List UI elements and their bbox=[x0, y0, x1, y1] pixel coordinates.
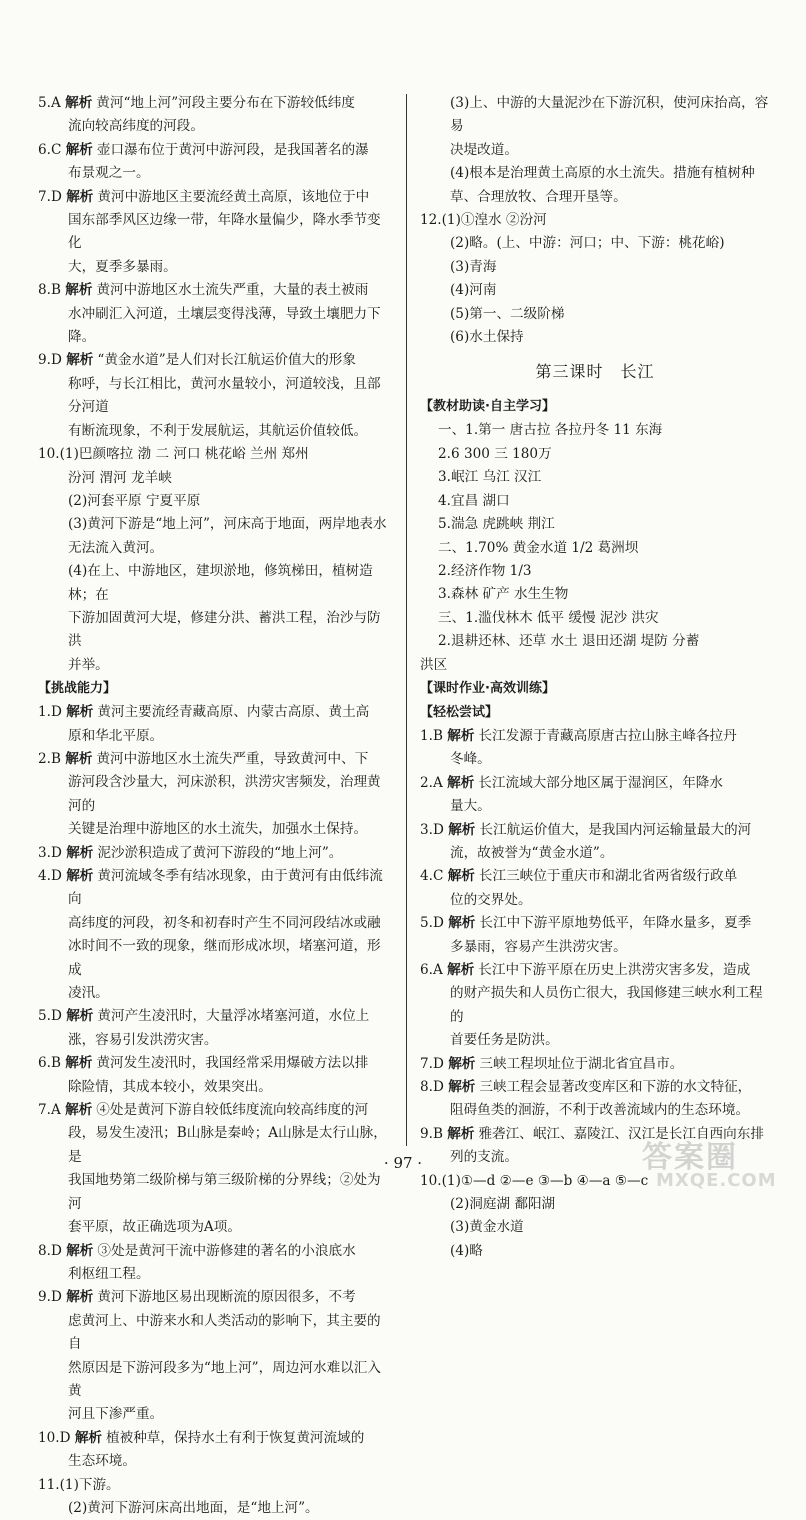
challenge-7-first: 7.A 解析 ④处是黄河下游自较低纬度流向较高纬度的河 bbox=[38, 1102, 369, 1119]
analysis-keyword: 解析 bbox=[65, 282, 93, 299]
easy-7 bbox=[420, 1053, 770, 1076]
text-line: 位的交界处。 bbox=[450, 891, 532, 908]
analysis-keyword: 解析 bbox=[65, 95, 93, 111]
easy-3-first: 3.D 解析 长江航运价值大，是我国内河运输量最大的河 bbox=[420, 821, 752, 838]
challenge-5 bbox=[38, 1005, 392, 1052]
text-line: 除险情，其成本较小，效果突出。 bbox=[68, 1078, 272, 1095]
text-line: 原和华北平原。 bbox=[68, 727, 164, 744]
text-line: 二、1.70% 黄金水道 1/2 葛洲坝 bbox=[438, 539, 639, 556]
analysis-keyword: 解析 bbox=[448, 821, 476, 838]
text-line: 的财产损失和人员伤亡很大，我国修建三峡水利工程的 bbox=[450, 985, 763, 1025]
challenge-1 bbox=[38, 701, 392, 748]
challenge-11 bbox=[38, 1474, 392, 1520]
challenge-3-first: 3.D 解析 泥沙淤积造成了黄河下游段的“地上河”。 bbox=[38, 844, 343, 861]
analysis-keyword: 解析 bbox=[66, 188, 94, 205]
challenge-3 bbox=[38, 842, 392, 865]
text-line: 4.宜昌 湖口 bbox=[438, 492, 510, 509]
challenge-8-first: 8.D 解析 ③处是黄河干流中游修建的著名的小浪底水 bbox=[38, 1242, 356, 1259]
answer-9-first: 9.D 解析 “黄金水道”是人们对长江航运价值大的形象 bbox=[38, 352, 356, 369]
text-line: 多暴雨，容易产生洪涝灾害。 bbox=[450, 938, 627, 955]
challenge-10 bbox=[38, 1427, 392, 1474]
text-line: 汾河 渭河 龙羊峡 bbox=[68, 469, 172, 486]
text-line: 涨，容易引发洪涝灾害。 bbox=[68, 1031, 218, 1048]
easy-5-first: 5.D 解析 长江中下游平原地势低平，年降水量多，夏季 bbox=[420, 915, 752, 932]
easy-3 bbox=[420, 819, 770, 866]
challenge-5-first: 5.D 解析 黄河产生凌汛时，大量浮冰堵塞河道，水位上 bbox=[38, 1008, 370, 1025]
challenge-12 bbox=[420, 209, 770, 349]
easy-2-first: 2.A 解析 长江流域大部分地区属于湿润区，年降水 bbox=[420, 774, 723, 791]
analysis-keyword: 解析 bbox=[66, 1289, 94, 1306]
easy-7-first: 7.D 解析 三峡工程坝址位于湖北省宜昌市。 bbox=[420, 1055, 684, 1072]
easy-9-first: 9.B 解析 雅砻江、岷江、嘉陵江、汉江是长江自西向东排 bbox=[420, 1125, 764, 1142]
easy-section-header: 【轻松尝试】 bbox=[420, 704, 499, 720]
challenge-section-header: 【挑战能力】 bbox=[38, 681, 117, 697]
text-line: 大，夏季多暴雨。 bbox=[68, 258, 177, 275]
challenge-9 bbox=[38, 1286, 392, 1426]
analysis-keyword: 解析 bbox=[447, 727, 475, 744]
analysis-keyword: 解析 bbox=[65, 141, 93, 158]
answer-5-first: 5.A 解析 黄河“地上河”河段主要分布在下游较低纬度 bbox=[38, 95, 355, 111]
homework-section-header: 【课时作业·高效训练】 bbox=[420, 680, 555, 696]
text-line: 2.经济作物 1/3 bbox=[438, 562, 532, 579]
text-line: 决堤改道。 bbox=[450, 141, 518, 158]
analysis-keyword: 解析 bbox=[66, 352, 94, 369]
text-line: 关键是治理中游地区的水土流失，加强水土保持。 bbox=[68, 821, 368, 838]
text-line: 量大。 bbox=[450, 798, 491, 815]
easy-5 bbox=[420, 912, 770, 959]
page-number: · 97 · bbox=[383, 1154, 423, 1172]
text-line: 国东部季风区边缘一带，年降水量偏少，降水季节变化 bbox=[68, 212, 381, 252]
challenge-11-continued bbox=[420, 92, 770, 209]
left-column bbox=[38, 92, 392, 1520]
textbook-answer-last bbox=[420, 630, 770, 677]
analysis-keyword: 解析 bbox=[66, 844, 94, 861]
easy-10-first: 10.(1)①—d ②—e ③—b ④—a ⑤—c bbox=[420, 1172, 649, 1189]
challenge-2-first: 2.B 解析 黄河中游地区水土流失严重，导致黄河中、下 bbox=[38, 750, 369, 767]
easy-4-first: 4.C 解析 长江三峡位于重庆市和湖北省两省级行政单 bbox=[420, 868, 738, 885]
text-line: 然原因是下游河段多为“地上河”，周边河水难以汇入黄 bbox=[68, 1359, 381, 1399]
text-line: (2)河套平原 宁夏平原 bbox=[68, 492, 201, 509]
analysis-keyword: 解析 bbox=[66, 868, 94, 884]
analysis-keyword: 解析 bbox=[66, 1008, 94, 1025]
right-column bbox=[420, 92, 770, 1263]
text-line: 阻碍鱼类的洄游，不利于改善流域内的生态环境。 bbox=[450, 1102, 750, 1119]
answer-6-first: 6.C 解析 壶口瀑布位于黄河中游河段，是我国著名的瀑 bbox=[38, 141, 369, 158]
challenge-10-first: 10.D 解析 植被种草，保持水土有利于恢复黄河流域的 bbox=[38, 1429, 365, 1446]
text-line: 段，易发生凌汛；B山脉是秦岭；A山脉是太行山脉，是 bbox=[68, 1125, 387, 1165]
text-line: (2)略。(上、中游：河口；中、下游：桃花峪) bbox=[450, 235, 725, 252]
text-line: 河且下渗严重。 bbox=[68, 1406, 164, 1423]
challenge-4 bbox=[38, 865, 392, 1005]
answer-6 bbox=[38, 139, 392, 186]
analysis-keyword: 解析 bbox=[448, 1055, 476, 1072]
text-line: 首要任务是防洪。 bbox=[450, 1032, 559, 1049]
text-line: 并举。 bbox=[68, 656, 109, 673]
text-line: 洪区 bbox=[420, 656, 448, 673]
challenge-9-first: 9.D 解析 黄河下游地区易出现断流的原因很多，不考 bbox=[38, 1289, 356, 1306]
text-line: 草、合理放牧、合理开垦等。 bbox=[450, 188, 627, 205]
answer-8 bbox=[38, 279, 392, 349]
answer-10 bbox=[38, 443, 392, 677]
analysis-keyword: 解析 bbox=[65, 750, 93, 767]
text-line: 游河段含沙量大，河床淤积，洪涝灾害频发，治理黄河的 bbox=[68, 774, 381, 814]
analysis-keyword: 解析 bbox=[448, 915, 476, 932]
analysis-keyword: 解析 bbox=[447, 962, 475, 978]
easy-4 bbox=[420, 865, 770, 912]
watermark-en-text: MXQE.COM bbox=[656, 1170, 777, 1191]
text-line: 无法流入黄河。 bbox=[68, 539, 164, 556]
answer-7 bbox=[38, 186, 392, 280]
easy-2 bbox=[420, 772, 770, 819]
text-line: 一、1.第一 唐古拉 各拉丹冬 11 东海 bbox=[438, 422, 663, 439]
textbook-answers bbox=[420, 419, 770, 630]
challenge-2 bbox=[38, 748, 392, 842]
answer-8-first: 8.B 解析 黄河中游地区水土流失严重，大量的表土被雨 bbox=[38, 282, 369, 299]
text-line: 流，故被誉为“黄金水道”。 bbox=[450, 844, 614, 861]
challenge-12-first: 12.(1)①湟水 ②汾河 bbox=[420, 212, 547, 229]
answer-10-first: 10.(1)巴颜喀拉 渤 二 河口 桃花峪 兰州 郑州 bbox=[38, 446, 309, 463]
text-line: (3)黄金水道 bbox=[450, 1219, 524, 1236]
text-line: 高纬度的河段，初冬和初春时产生不同河段结冰或融 bbox=[68, 914, 381, 931]
text-line: 2.6 300 三 180万 bbox=[438, 445, 552, 462]
analysis-keyword: 解析 bbox=[447, 1125, 475, 1142]
text-line: 布景观之一。 bbox=[68, 165, 150, 182]
lesson-title: 第三课时 长江 bbox=[535, 362, 655, 382]
analysis-keyword: 解析 bbox=[66, 704, 94, 721]
text-line: 3.岷江 乌江 汉江 bbox=[438, 469, 542, 486]
text-line: 列的支流。 bbox=[450, 1149, 518, 1166]
text-line: 套平原，故正确选项为A项。 bbox=[68, 1219, 241, 1236]
answer-7-first: 7.D 解析 黄河中游地区主要流经黄土高原，该地位于中 bbox=[38, 188, 370, 205]
challenge-4-first: 4.D 解析 黄河流域冬季有结冰现象，由于黄河有由低纬流向 bbox=[38, 868, 383, 908]
text-line: (3)上、中游的大量泥沙在下游沉积，使河床抬高，容易 bbox=[450, 95, 769, 135]
easy-8 bbox=[420, 1076, 770, 1123]
text-line: 3.森林 矿产 水生生物 bbox=[438, 586, 569, 603]
watermark-logo bbox=[640, 1132, 796, 1194]
text-line: 有断流现象，不利于发展航运，其航运价值较低。 bbox=[68, 422, 368, 439]
challenge-8 bbox=[38, 1240, 392, 1287]
analysis-keyword: 解析 bbox=[66, 1242, 94, 1259]
text-line: (2)黄河下游河床高出地面，是“地上河”。 bbox=[68, 1499, 319, 1516]
text-line: (5)第一、二级阶梯 bbox=[450, 305, 565, 322]
text-line: 下游加固黄河大堤，修建分洪、蓄洪工程，治沙与防洪 bbox=[68, 609, 381, 650]
text-line: 5.湍急 虎跳峡 荆江 bbox=[438, 516, 555, 533]
text-line: (4)根本是治理黄土高原的水土流失。措施有植树种 bbox=[450, 165, 755, 182]
easy-6 bbox=[420, 959, 770, 1053]
text-line: (4)河南 bbox=[450, 282, 497, 299]
easy-8-first: 8.D 解析 三峡工程会显著改变库区和下游的水文特征， bbox=[420, 1079, 752, 1096]
analysis-keyword: 解析 bbox=[65, 1102, 93, 1119]
text-line: 水冲刷汇入河道，土壤层变得浅薄，导致土壤肥力下降。 bbox=[68, 305, 381, 346]
text-line: (4)略 bbox=[450, 1242, 483, 1259]
text-line: 冰时间不一致的现象，继而形成冰坝，堵塞河道，形成 bbox=[68, 938, 381, 978]
text-line: 生态环境。 bbox=[68, 1453, 136, 1470]
analysis-keyword: 解析 bbox=[65, 1055, 93, 1072]
text-line: (3)青海 bbox=[450, 258, 497, 275]
analysis-keyword: 解析 bbox=[447, 868, 475, 885]
text-line: (2)洞庭湖 鄱阳湖 bbox=[450, 1196, 556, 1213]
textbook-last-first: 2.退耕还林、还草 水土 退田还湖 堤防 分蓄 bbox=[438, 633, 700, 650]
easy-1-first: 1.B 解析 长江发源于青藏高原唐古拉山脉主峰各拉丹 bbox=[420, 727, 737, 744]
text-line: 凌汛。 bbox=[68, 985, 109, 1002]
easy-1 bbox=[420, 725, 770, 772]
challenge-6-first: 6.B 解析 黄河发生凌汛时，我国经常采用爆破方法以排 bbox=[38, 1055, 369, 1072]
analysis-keyword: 解析 bbox=[447, 774, 475, 791]
answer-5 bbox=[38, 92, 392, 139]
challenge-11-first: 11.(1)下游。 bbox=[38, 1476, 120, 1493]
challenge-6 bbox=[38, 1052, 392, 1099]
text-line: 流向较高纬度的河段。 bbox=[68, 118, 204, 135]
text-line: 虑黄河上、中游来水和人类活动的影响下，其主要的自 bbox=[68, 1312, 381, 1353]
textbook-section-header: 【教材助读·自主学习】 bbox=[420, 399, 555, 415]
text-line: 利枢纽工程。 bbox=[68, 1265, 150, 1282]
text-line: 称呼，与长江相比，黄河水量较小，河道较浅，且部分河道 bbox=[68, 375, 381, 416]
watermark-cn-text: 答案圈 bbox=[642, 1140, 738, 1175]
text-line: 冬峰。 bbox=[450, 751, 491, 768]
text-line: 三、1.滥伐林木 低平 缓慢 泥沙 洪灾 bbox=[438, 609, 659, 626]
text-line: (3)黄河下游是“地上河”，河床高于地面，两岸地表水 bbox=[68, 516, 387, 533]
column-divider bbox=[406, 94, 407, 1146]
analysis-keyword: 解析 bbox=[448, 1079, 476, 1096]
text-line: (4)在上、中游地区，建坝淤地，修筑梯田，植树造林；在 bbox=[68, 563, 373, 603]
answer-9 bbox=[38, 349, 392, 443]
text-line: (6)水土保持 bbox=[450, 329, 524, 346]
text-line: 我国地势第二级阶梯与第三级阶梯的分界线；②处为河 bbox=[68, 1172, 381, 1212]
challenge-1-first: 1.D 解析 黄河主要流经青藏高原、内蒙古高原、黄土高 bbox=[38, 704, 370, 721]
analysis-keyword: 解析 bbox=[74, 1429, 103, 1446]
easy-6-first: 6.A 解析 长江中下游平原在历史上洪涝灾害多发，造成 bbox=[420, 962, 751, 978]
